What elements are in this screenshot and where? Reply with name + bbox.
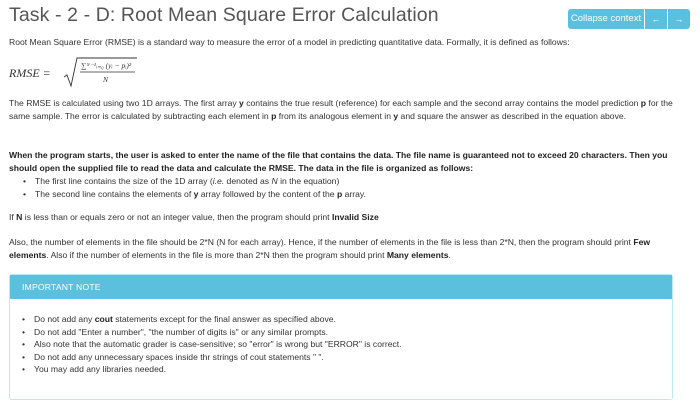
prev-button[interactable] — [645, 9, 667, 29]
text-span: array. — [342, 188, 366, 199]
intro-text: Root Mean Square Error (RMSE) is a standard way to measure the error of a model in predicting quantitative data. Formally, it is defined as follows: — [9, 37, 570, 47]
text-span: . — [448, 250, 451, 261]
text-span: is less than or equals zero or not an integer value, then the program should print — [22, 212, 332, 222]
cout-keyword: cout — [94, 314, 113, 324]
text-span: array followed by the content of the — [198, 188, 337, 199]
rmse-formula — [9, 55, 189, 89]
invalid-size-output: Invalid Size — [331, 212, 379, 222]
text-span: contains the true result (reference) for each sample and the second array contains the model prediction — [243, 98, 641, 108]
rmse-description — [9, 97, 689, 124]
p-array-ref: p — [336, 188, 343, 199]
formula-graphic — [9, 55, 189, 89]
p-array-ref: p — [640, 98, 647, 108]
text-span: in the equation) — [277, 176, 340, 186]
text-span: i.e. — [212, 176, 225, 186]
text-span: from its analogous element in — [276, 111, 394, 122]
collapse-context-button[interactable]: Collapse context — [568, 9, 644, 29]
important-note-panel — [9, 274, 673, 400]
formula-lhs: RMSE = — [9, 66, 51, 80]
text-span: and square the answer as described in the equation above. — [398, 111, 627, 122]
text-span: statements except for the final answer as specified above. — [112, 314, 336, 324]
list-item: • Also note that the automatic grader is case-sensitive; so "error" is wrong but "ERROR" is correct. — [22, 338, 662, 351]
next-button[interactable] — [668, 9, 690, 29]
text-span: denoted as — [224, 176, 272, 186]
note-list — [22, 313, 662, 376]
program-start-text: When the program starts, the user is asked to enter the name of the file that contains the data. The file name is guaranteed not to exceed 20 characters. Then you should open the supplied file to read the data and calculate the RMSE. The data in the file is organized as follows: — [9, 150, 668, 174]
text-span: . Also if the number of elements in the file is more than 2*N then the program should print — [46, 250, 387, 261]
element-count-text — [9, 236, 689, 263]
list-item: • Do not add "Enter a number", "the number of digits is" or any similar prompts. — [22, 326, 662, 339]
y-array-ref: y — [239, 98, 244, 108]
text-span: The first line contains the size of the 1D array ( — [35, 176, 213, 186]
text-span: for the same sample. The error is calculated by subtracting each element in — [9, 98, 673, 122]
text-span: The second line contains the elements of — [35, 188, 194, 199]
arrow-right-icon: → — [674, 14, 684, 24]
formula-denominator: N — [103, 75, 109, 84]
file-format-list — [23, 175, 683, 200]
text-span: Do not add any — [34, 314, 95, 324]
few-elements-output: Few elements — [9, 237, 651, 261]
list-item — [23, 175, 683, 188]
list-item: • You may add any libraries needed. — [22, 363, 662, 376]
list-item — [22, 313, 662, 326]
y-array-ref: y — [193, 188, 199, 199]
text-span: If — [9, 212, 17, 222]
text-span: The RMSE is calculated using two 1D arrays. The first array — [9, 98, 240, 108]
formula-numerator: ∑ᴺ⁻¹ᵢ₌₀ (yᵢ − pᵢ)² — [81, 61, 132, 70]
many-elements-output: Many elements — [386, 250, 449, 261]
p-array-ref: p — [271, 111, 277, 122]
text-span: Also, the number of elements in the file should be 2*N (N for each array). Hence, if the number of elements in the file is less than 2*N, then the program should print — [9, 237, 634, 247]
n-ref: N — [16, 212, 23, 222]
list-item — [23, 188, 683, 201]
arrow-left-icon: ← — [651, 14, 661, 24]
y-array-ref: y — [393, 111, 399, 122]
page-title: Task - 2 - D: Root Mean Square Error Calculation — [9, 4, 439, 26]
list-item: • Do not add any unnecessary spaces inside thr strings of cout statements " ". — [22, 351, 662, 364]
note-heading: IMPORTANT NOTE — [10, 275, 672, 299]
text-span: N — [271, 176, 278, 186]
invalid-size-text — [9, 211, 689, 224]
